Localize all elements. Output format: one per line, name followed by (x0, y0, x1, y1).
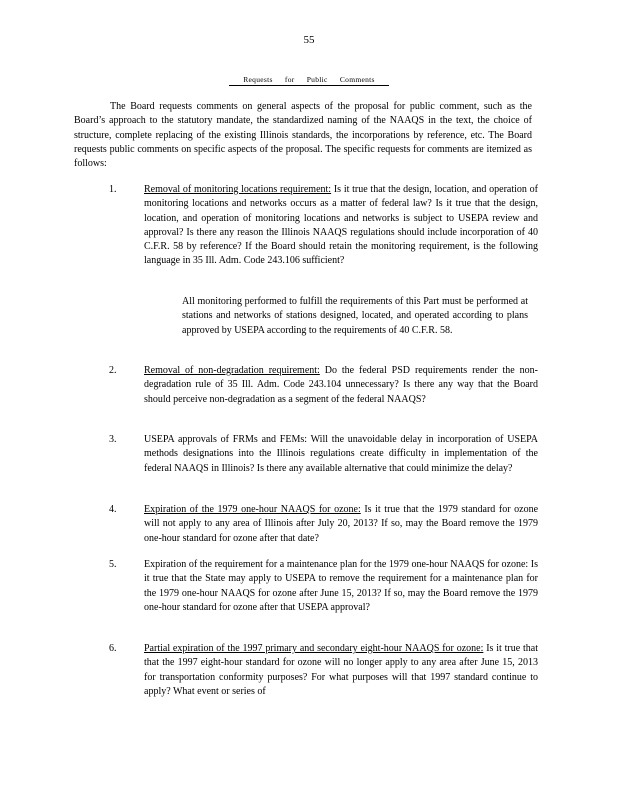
item-text (144, 642, 538, 699)
section-heading: Requests for Public Comments (0, 75, 618, 86)
item-title: Removal of monitoring locations requirement: (144, 184, 332, 195)
item-body: Expiration of the requirement for a maintenance plan for the 1979 one-hour NAAQS for ozone: Is it true that the State may apply to USEPA to remove the requirement for a maintenance plan for the 1979 one-hour NAAQS for ozone after June 15, 2013? If so, may the Board remove the 1979 one-hour standard for ozone after that USEPA approval? (144, 559, 538, 613)
item-number: 1. (109, 184, 117, 195)
item-body: Is it true that the design, location, and operation of monitoring locations and networks occurs as a matter of federal law? Is it true that the design, location, and operation of monitoring locations and networks is subject to USEPA review and approval? Is there any reason the Illinois NAAQS regulations should include incorporation of 40 C.F.R. 58 by reference? If the Board should retain the monitoring requirement, is the following language in 35 Ill. Adm. Code 243.106 sufficient? (144, 184, 539, 267)
item-number: 4. (109, 504, 117, 515)
item-title: Expiration of the 1979 one-hour NAAQS for ozone: (144, 504, 361, 515)
item-text (144, 503, 538, 546)
item-text (144, 183, 538, 269)
quoted-language: All monitoring performed to fulfill the requirements of this Part must be performed at stations and networks of stations designed, located, and operated according to plans approved by USEPA according to the requirements of 40 C.F.R. 58. (182, 296, 528, 336)
item-body: Is it true that that the 1997 eight-hour standard for ozone will no longer apply to any area after June 15, 2013 for transportation conformity purposes? For what purposes will that 1997 standard continue to apply? What event or series of (144, 643, 538, 697)
item-number: 5. (109, 559, 117, 570)
intro-paragraph: The Board requests comments on general aspects of the proposal for public comment, such as the Board’s approach to the statutory mandate, the standardized naming of the NAAQS in the text, the choice of structure, complete replacing of the existing Illinois standards, the incorporations by reference, etc. The Board requests public comments on specific aspects of the proposal. The specific requests for comments are itemized as follows: (74, 101, 532, 170)
item-body: USEPA approvals of FRMs and FEMs: Will the unavoidable delay in incorporation of USEPA methods designations into the Illinois regulations create difficulty in implementation of the federal NAAQS in Illinois? Is there any available alternative that could minimize the delay? (144, 434, 538, 474)
item-number: 3. (109, 434, 117, 445)
item-title: Removal of non-degradation requirement: (144, 365, 320, 376)
item-body: Do the federal PSD requirements render the non-degradation rule of 35 Ill. Adm. Code 243.104 unnecessary? Is there any way that the Board should perceive non-degradation as a segment of the federal NAAQS? (144, 365, 538, 405)
item-number: 6. (109, 643, 117, 654)
item-number: 2. (109, 365, 117, 376)
item-text (144, 364, 538, 407)
item-body: Is it true that the 1979 standard for ozone will not apply to any area of Illinois after July 20, 2013? If so, may the Board remove the 1979 one-hour standard for ozone after that date? (144, 504, 539, 544)
item-text (144, 558, 538, 615)
page-number: 55 (303, 34, 315, 46)
item-text (144, 433, 538, 476)
item-title: Partial expiration of the 1997 primary and secondary eight-hour NAAQS for ozone: (144, 643, 484, 654)
